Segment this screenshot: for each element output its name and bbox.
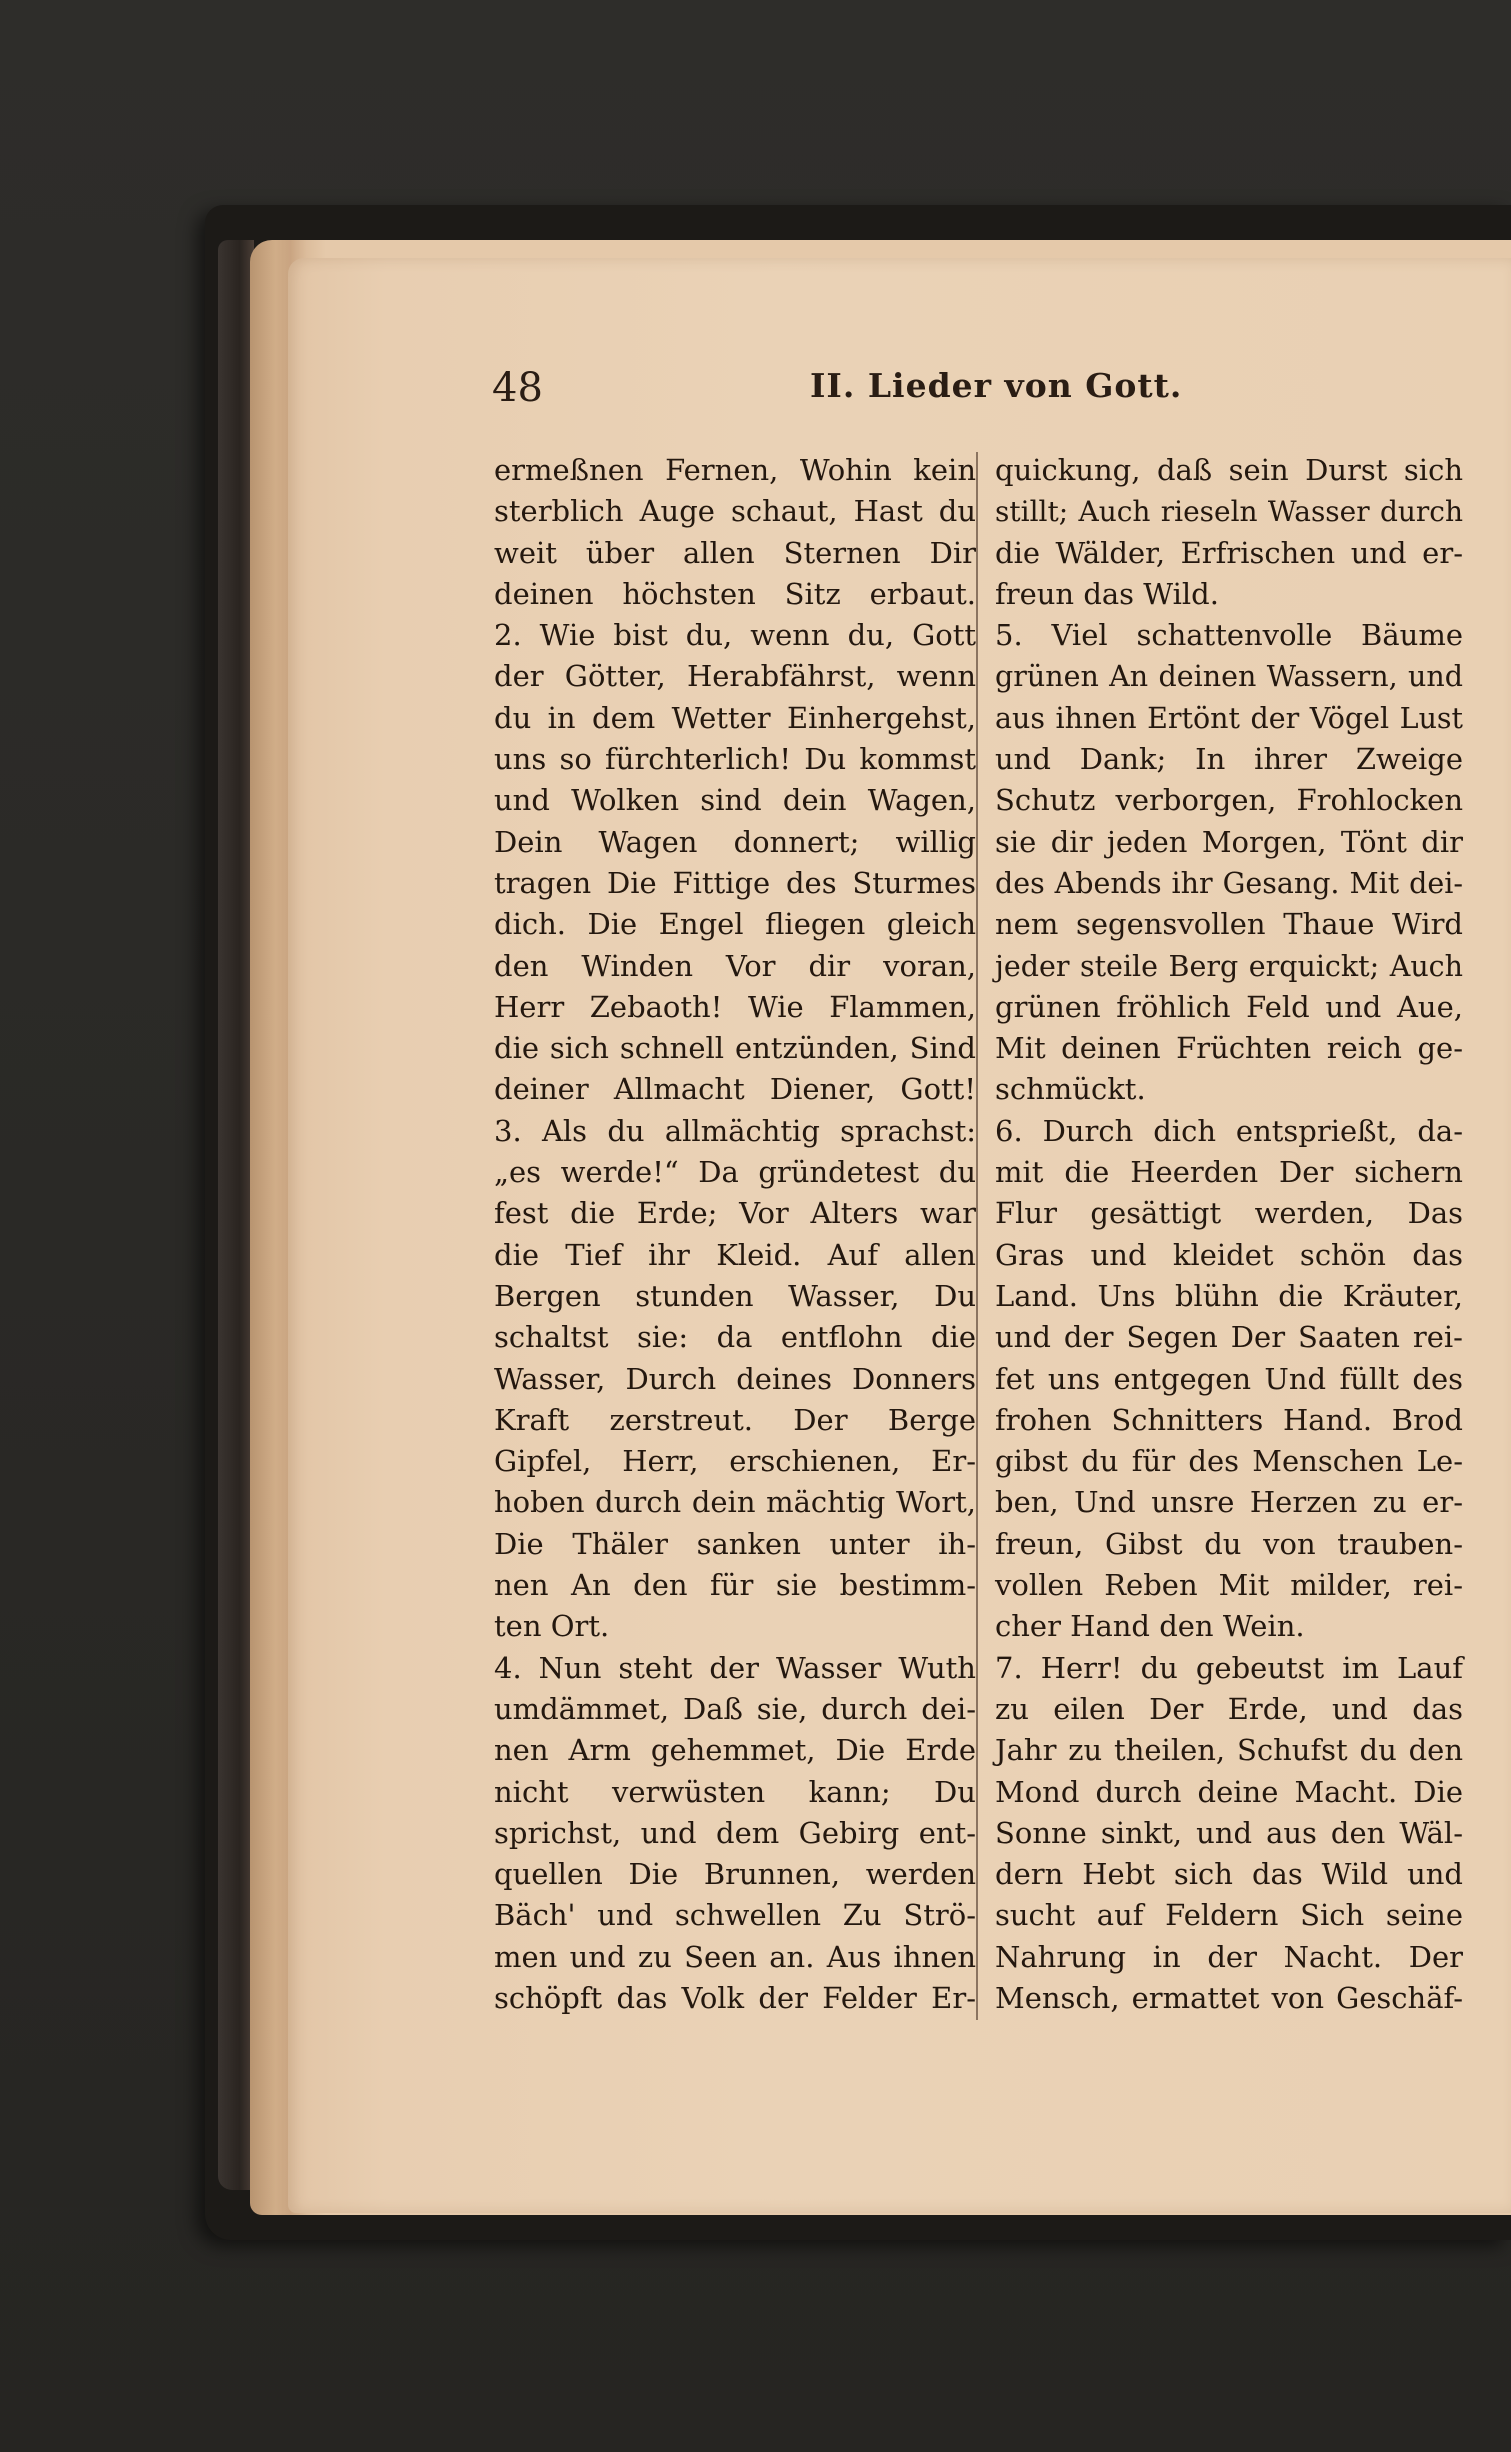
page-number: 48	[492, 365, 543, 411]
text-line: und Wolken sind dein Wagen,	[494, 783, 976, 818]
text-line: schaltst sie: da entflohn die	[494, 1320, 976, 1355]
text-line: des Abends ihr Gesang. Mit dei-	[995, 866, 1463, 900]
text-line: gibst du für des Menschen Le-	[995, 1444, 1463, 1479]
text-line: Dein Wagen donnert; willig	[494, 824, 976, 859]
text-column-right	[995, 450, 1463, 2019]
text-line: nem segensvollen Thaue Wird	[995, 907, 1463, 942]
text-line: fest die Erde; Vor Alters war	[494, 1196, 976, 1231]
text-line: die Tief ihr Kleid. Auf allen	[494, 1237, 976, 1272]
text-line: umdämmet, Daß sie, durch dei-	[494, 1691, 976, 1726]
text-line: der Götter, Herabfährst, wenn	[494, 659, 976, 694]
text-line: hoben durch dein mächtig Wort,	[494, 1485, 976, 1520]
running-head: II. Lieder von Gott.	[810, 366, 1183, 405]
text-line: vollen Reben Mit milder, rei-	[995, 1568, 1463, 1603]
text-line: Mit deinen Früchten reich ge-	[995, 1031, 1463, 1066]
text-line: ten Ort.	[494, 1609, 610, 1644]
text-line: 6. Durch dich entsprießt, da-	[995, 1113, 1463, 1148]
text-line: 5. Viel schattenvolle Bäume	[995, 618, 1463, 653]
text-line: die sich schnell entzünden, Sind	[494, 1031, 976, 1066]
text-line: die Wälder, Erfrischen und er-	[995, 535, 1463, 570]
text-line: Nahrung in der Nacht. Der	[995, 1939, 1463, 1974]
text-line: ben, Und unsre Herzen zu er-	[995, 1485, 1463, 1520]
text-line: zu eilen Der Erde, und das	[995, 1691, 1463, 1726]
text-line: uns so fürchterlich! Du kommst	[494, 742, 976, 777]
text-line: men und zu Seen an. Aus ihnen	[494, 1939, 976, 1974]
text-line: nicht verwüsten kann; Du	[494, 1774, 976, 1809]
text-line: Sonne sinkt, und aus den Wäl-	[995, 1815, 1463, 1850]
text-line: jeder steile Berg erquickt; Auch	[995, 949, 1463, 983]
text-line: Bergen stunden Wasser, Du	[494, 1278, 976, 1313]
text-line: Herr Zebaoth! Wie Flammen,	[494, 989, 976, 1024]
text-line: freun das Wild.	[995, 576, 1219, 611]
text-line: und der Segen Der Saaten rei-	[995, 1320, 1463, 1355]
text-line: 4. Nun steht der Wasser Wuth	[494, 1650, 976, 1685]
text-line: quellen Die Brunnen, werden	[494, 1857, 976, 1892]
text-line: und Dank; In ihrer Zweige	[995, 742, 1463, 777]
text-line: grünen An deinen Wassern, und	[995, 660, 1463, 694]
text-line: Wasser, Durch deines Donners	[494, 1361, 976, 1396]
text-line: deinen höchsten Sitz erbaut.	[494, 576, 976, 611]
text-line: dich. Die Engel fliegen gleich	[494, 907, 976, 942]
text-line: Kraft zerstreut. Der Berge	[494, 1402, 976, 1437]
column-divider	[976, 452, 978, 2020]
text-line: 3. Als du allmächtig sprachst:	[494, 1113, 976, 1148]
text-line: Land. Uns blühn die Kräuter,	[995, 1278, 1463, 1313]
text-line: Mensch, ermattet von Geschäf-	[995, 1980, 1463, 2015]
text-line: freun, Gibst du von trauben-	[995, 1526, 1463, 1561]
text-line: 7. Herr! du gebeutst im Lauf	[995, 1650, 1463, 1685]
text-line: Jahr zu theilen, Schufst du den	[995, 1733, 1463, 1768]
text-line: sie dir jeden Morgen, Tönt dir	[995, 824, 1463, 859]
text-line: schmückt.	[995, 1072, 1146, 1107]
text-line: tragen Die Fittige des Sturmes	[494, 865, 976, 900]
text-line: Bäch' und schwellen Zu Strö-	[494, 1898, 976, 1933]
text-line: dern Hebt sich das Wild und	[995, 1857, 1463, 1892]
text-line: den Winden Vor dir voran,	[494, 948, 976, 983]
text-line: ermeßnen Fernen, Wohin kein	[494, 453, 976, 487]
text-line: cher Hand den Wein.	[995, 1609, 1305, 1644]
text-line: mit die Heerden Der sichern	[995, 1155, 1463, 1190]
text-line: Mond durch deine Macht. Die	[995, 1774, 1463, 1809]
text-line: Schutz verborgen, Frohlocken	[995, 783, 1463, 818]
text-line: stillt; Auch rieseln Wasser durch	[995, 495, 1463, 529]
text-line: sucht auf Feldern Sich seine	[995, 1898, 1463, 1933]
text-line: Flur gesättigt werden, Das	[995, 1196, 1463, 1231]
text-line: 2. Wie bist du, wenn du, Gott	[494, 618, 976, 653]
text-line: weit über allen Sternen Dir	[494, 535, 976, 570]
text-line: Gipfel, Herr, erschienen, Er-	[494, 1444, 976, 1479]
text-line: sterblich Auge schaut, Hast du	[494, 494, 976, 529]
text-line: quickung, daß sein Durst sich	[995, 453, 1463, 487]
text-line: deiner Allmacht Diener, Gott!	[494, 1072, 976, 1107]
text-line: nen Arm gehemmet, Die Erde	[494, 1733, 976, 1768]
text-line: du in dem Wetter Einhergehst,	[494, 700, 976, 735]
text-line: frohen Schnitters Hand. Brod	[995, 1402, 1463, 1437]
text-column-left	[494, 450, 976, 2019]
text-line: schöpft das Volk der Felder Er-	[494, 1980, 976, 2015]
text-line: sprichst, und dem Gebirg ent-	[494, 1815, 976, 1850]
text-line: fet uns entgegen Und füllt des	[995, 1361, 1463, 1396]
book-spine-edge	[218, 240, 254, 2190]
text-line: „es werde!“ Da gründetest du	[494, 1155, 976, 1190]
text-line: grünen fröhlich Feld und Aue,	[995, 989, 1463, 1024]
text-line: Gras und kleidet schön das	[995, 1237, 1463, 1272]
text-line: Die Thäler sanken unter ih-	[494, 1526, 976, 1561]
text-line: nen An den für sie bestimm-	[494, 1568, 976, 1603]
text-line: aus ihnen Ertönt der Vögel Lust	[995, 701, 1463, 735]
